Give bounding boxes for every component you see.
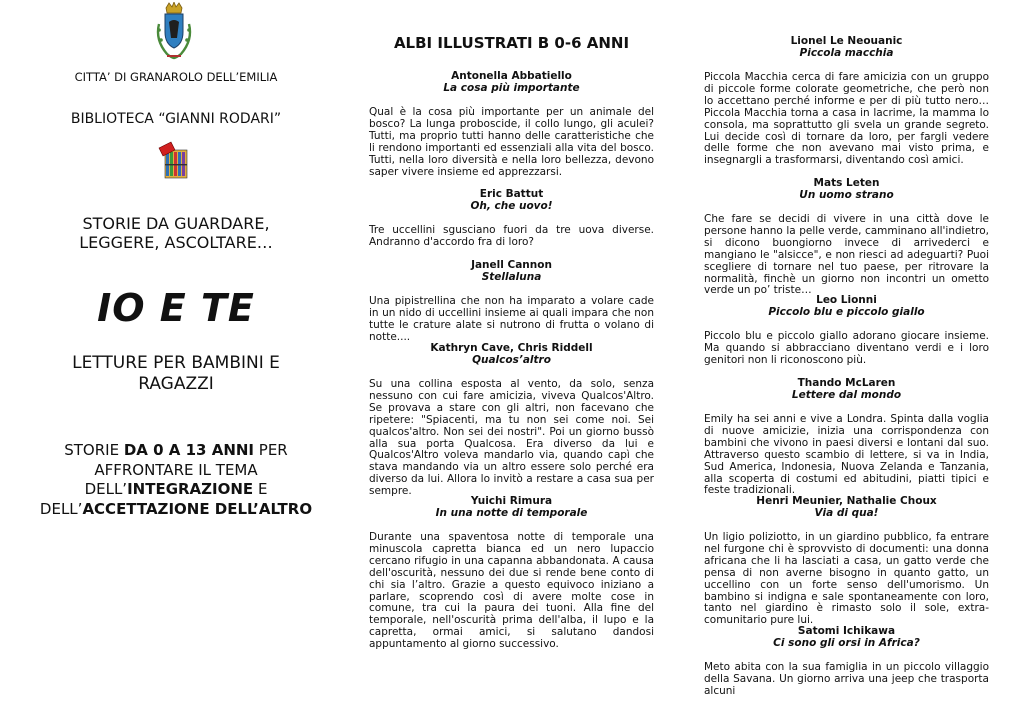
book-author: Eric Battut xyxy=(479,188,544,200)
cover-column xyxy=(0,0,352,724)
book-title: Piccola macchia xyxy=(799,47,894,59)
book-author: Satomi Ichikawa xyxy=(797,625,896,637)
book-author: Antonella Abbatiello xyxy=(451,70,572,82)
book-author: Janell Cannon xyxy=(471,259,552,271)
picture-books-column xyxy=(369,0,654,724)
book-entry xyxy=(369,259,654,344)
book-author: Thando McLaren xyxy=(797,377,896,389)
book-title: Piccolo blu e piccolo giallo xyxy=(768,306,925,318)
book-description: Durante una spaventosa notte di temporale una minuscola capretta bianca ed un nero lupaccio cercano rifugio in una capanna abbandonata. A causa dell'oscurità, nessuno dei due si rende bene conto di chi sia l’altro. Grazie a questo equivoco iniziano a parlare, scoprendo così di avere molte cose in comune, tra cui la paura dei tuoni. Alla fine del temporale, nell'oscurità prima dell'alba, il lupo e la capretta, ormai amici, si salutano dandosi appuntamento al giorno successivo. xyxy=(369,531,654,651)
book-title: Qualcos’altro xyxy=(472,354,551,366)
readings-subtitle: LETTURE PER BAMBINI E RAGAZZI xyxy=(72,353,280,394)
book-title: Lettere dal mondo xyxy=(791,389,902,401)
book-entry xyxy=(369,188,654,249)
book-entry xyxy=(704,495,989,627)
book-description: Su una collina esposta al vento, da solo, senza nessuno con cui fare amicizia, viveva Qualcos'Altro. Se provava a stare con gli altri, non facevano che ripetere: "Spiacenti, ma tu non sei come noi. Sei qualcos'altro. Non sei dei nostri". Poi un giorno bussò alla sua porta Qualcosa. Era diverso da lui e Qualcos'Altro voleva mandarlo via, quando capì che stava mandando via un altro essere solo perché era diverso da lui. Allora lo invitò a restare a casa sua per sempre. xyxy=(369,378,654,498)
book-title: Ci sono gli orsi in Africa? xyxy=(773,637,920,649)
stories-subtitle: STORIE DA GUARDARE, LEGGERE, ASCOLTARE… xyxy=(79,214,273,252)
book-title: Oh, che uovo! xyxy=(470,200,553,212)
age-range-description: STORIE DA 0 A 13 ANNI PER AFFRONTARE IL TEMA DELL’INTEGRAZIONE E DELL’ACCETTAZIONE DELL’ALTRO xyxy=(39,441,313,518)
book-description: Piccola Macchia cerca di fare amicizia con un gruppo di piccole forme colorate geometriche, che però non lo accettano perché informe e per di più tutto nero… Piccola Macchia torna a casa in lacrime, la mamma lo consola, ma soprattutto gli svela un grande segreto. Lui decide così di tornare da loro, per fargli vedere delle forme che non avevano mai visto prima, e insegnargli a trasformarsi, diventando così amici. xyxy=(704,71,989,167)
library-name: BIBLIOTECA “GIANNI RODARI” xyxy=(70,111,282,127)
book-title: Via di qua! xyxy=(814,507,879,519)
book-entry xyxy=(704,625,989,698)
book-description: Che fare se decidi di vivere in una città dove le persone hanno la pelle verde, camminano all'indietro, si dicono buongiorno invece di arrivederci e mangiano le "alsicce", e non riesci ad adeguarti? Puoi scegliere di tornare nel tuo paese, per ritrovare la normalità, finchè un giorno non incontri un ometto verde un po’ triste… xyxy=(704,213,989,297)
municipal-crest-icon xyxy=(153,2,195,64)
main-title: IO E TE xyxy=(97,286,255,330)
book-title: La cosa più importante xyxy=(443,82,580,94)
book-entry xyxy=(369,342,654,498)
book-description: Una pipistrellina che non ha imparato a volare cade in un nido di uccellini insieme ai quali impara che non tutte le crature alate si nutrono di frutta o volano di notte.... xyxy=(369,295,654,343)
book-description: Piccolo blu e piccolo giallo adorano giocare insieme. Ma quando si abbracciano diventano verdi e i loro genitori non li riconoscono più. xyxy=(704,330,989,366)
book-description: Un ligio poliziotto, in un giardino pubblico, fa entrare nel furgone chi è sprovvisto di documenti: una donna africana che li ha lasciati a casa, un gatto verde che pensa di non averne bisogno in quanto gatto, un uccellino con un forte senso dell'umorismo. Un bambino si indigna e sale spontaneamente con loro, tanto nel giardino è rimasto solo il sole, extra-comunitario pure lui. xyxy=(704,531,989,627)
book-entry xyxy=(704,177,989,297)
book-author: Henri Meunier, Nathalie Choux xyxy=(756,495,937,507)
books-icon xyxy=(157,140,189,180)
book-entry xyxy=(369,495,654,651)
book-author: Mats Leten xyxy=(813,177,880,189)
book-entry xyxy=(704,35,989,167)
book-description: Qual è la cosa più importante per un animale del bosco? La lunga proboscide, il collo lungo, gli aculei? Tutti, ma proprio tutti hanno delle caratteristiche che li rendono importanti ed essenziali alla vita del bosco. Tutti, nella loro diversità e nella loro bellezza, devono saper vivere insieme ed apprezzarsi. xyxy=(369,106,654,178)
book-title: Un uomo strano xyxy=(799,189,894,201)
book-author: Kathryn Cave, Chris Riddell xyxy=(430,342,593,354)
section-title: ALBI ILLUSTRATI B 0-6 ANNI xyxy=(393,34,630,52)
book-entry xyxy=(704,294,989,367)
book-title: Stellaluna xyxy=(481,271,542,283)
book-description: Emily ha sei anni e vive a Londra. Spinta dalla voglia di nuove amicizie, inizia una corrispondenza con bambini che vivono in paesi diversi e lontani dal suo. Attraverso questo scambio di lettere, si va in India, Sud America, Indonesia, Nuova Zelanda e Tanzania, alla scoperta di costumi ed abitudini, piatti tipici e feste tradizionali. xyxy=(704,413,989,497)
book-title: In una notte di temporale xyxy=(435,507,588,519)
book-description: Meto abita con la sua famiglia in un piccolo villaggio della Savana. Un giorno arriva una jeep che trasporta alcuni xyxy=(704,661,989,697)
book-entry xyxy=(369,70,654,178)
city-name: CITTA’ DI GRANAROLO DELL’EMILIA xyxy=(74,70,278,84)
book-author: Yuichi Rimura xyxy=(470,495,553,507)
book-description: Tre uccellini sgusciano fuori da tre uova diverse. Andranno d'accordo fra di loro? xyxy=(369,224,654,248)
book-author: Lionel Le Neouanic xyxy=(790,35,903,47)
picture-books-continued-column xyxy=(704,0,989,724)
book-entry xyxy=(704,377,989,497)
book-author: Leo Lionni xyxy=(816,294,877,306)
